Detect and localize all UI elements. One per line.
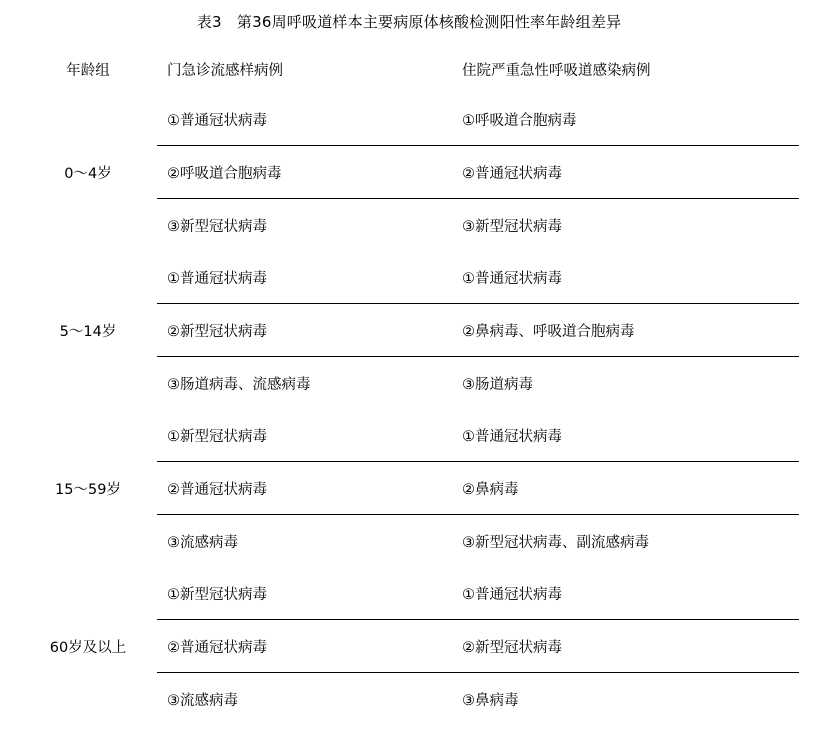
inpatient-pathogen: ②鼻病毒: [452, 462, 799, 515]
inpatient-pathogen: ②鼻病毒、呼吸道合胞病毒: [452, 304, 799, 357]
table-row: [19, 93, 799, 146]
inpatient-pathogen: ①普通冠状病毒: [462, 270, 562, 287]
pathogen-positivity-table: [19, 46, 799, 725]
inpatient-pathogen: ③新型冠状病毒: [452, 199, 799, 252]
outpatient-pathogen: ③流感病毒: [157, 515, 452, 568]
table-header-row: [19, 46, 799, 93]
outpatient-pathogen: ①普通冠状病毒: [167, 112, 267, 129]
outpatient-pathogen: ①普通冠状病毒: [167, 270, 267, 287]
table-row: [19, 567, 799, 620]
outpatient-pathogen: ②新型冠状病毒: [157, 304, 452, 357]
age-group-cell: 0～4岁: [64, 165, 112, 182]
age-group-cell: 15～59岁: [55, 481, 121, 498]
inpatient-pathogen: ①普通冠状病毒: [462, 428, 562, 445]
table-row: [19, 409, 799, 462]
header-inpatient-sari: 住院严重急性呼吸道感染病例: [462, 63, 651, 79]
age-group-cell: 5～14岁: [59, 323, 117, 340]
inpatient-pathogen: ①普通冠状病毒: [462, 586, 562, 603]
outpatient-pathogen: ②呼吸道合胞病毒: [157, 146, 452, 199]
table-row: [19, 251, 799, 304]
header-outpatient-ili: 门急诊流感样病例: [167, 63, 283, 79]
header-age-group: 年龄组: [66, 63, 110, 79]
inpatient-pathogen: ②新型冠状病毒: [452, 620, 799, 673]
outpatient-pathogen: ①新型冠状病毒: [167, 586, 267, 603]
outpatient-pathogen: ③肠道病毒、流感病毒: [157, 357, 452, 410]
outpatient-pathogen: ③流感病毒: [157, 673, 452, 726]
outpatient-pathogen: ②普通冠状病毒: [157, 620, 452, 673]
inpatient-pathogen: ③新型冠状病毒、副流感病毒: [452, 515, 799, 568]
age-group-cell: 60岁及以上: [49, 639, 127, 656]
inpatient-pathogen: ①呼吸道合胞病毒: [462, 112, 577, 129]
outpatient-pathogen: ③新型冠状病毒: [157, 199, 452, 252]
outpatient-pathogen: ②普通冠状病毒: [157, 462, 452, 515]
inpatient-pathogen: ③鼻病毒: [452, 673, 799, 726]
outpatient-pathogen: ①新型冠状病毒: [167, 428, 267, 445]
table-caption: 表3 第36周呼吸道样本主要病原体核酸检测阳性率年龄组差异: [196, 13, 622, 31]
inpatient-pathogen: ③肠道病毒: [452, 357, 799, 410]
inpatient-pathogen: ②普通冠状病毒: [452, 146, 799, 199]
